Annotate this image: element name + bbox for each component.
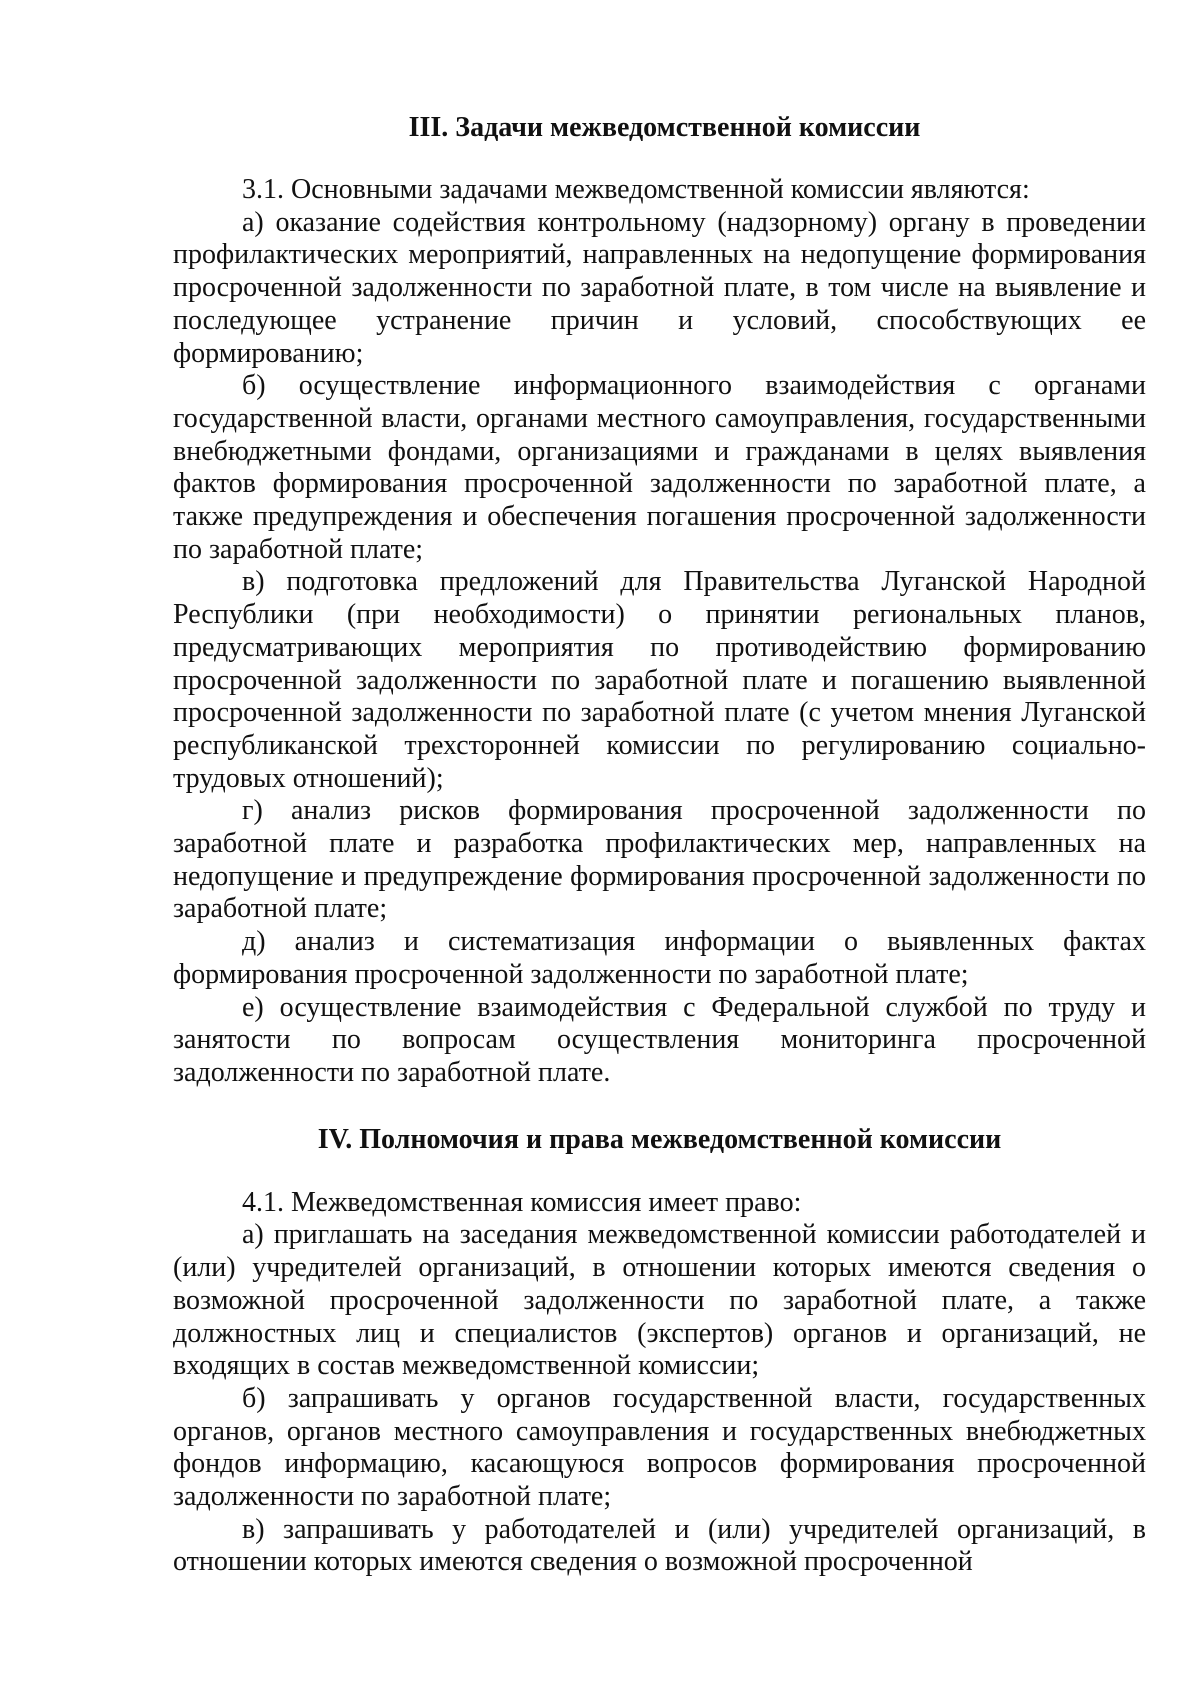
document-page [173, 104, 1146, 1579]
section-3-lead: 3.1. Основными задачами межведомственной комиссии являются: [242, 174, 1030, 205]
section-3-item-d: д) анализ и систематизация информации о выявленных фактах формирования просроченной задолженности по заработной плате; [173, 926, 1146, 990]
section-3-heading: III. Задачи межведомственной комиссии [408, 112, 921, 143]
section-3-item-a: а) оказание содействия контрольному (надзорному) органу в проведении профилактических мероприятий, направленных на недопущение формирования просроченной задолженности по заработной плате, в том числе на выявление и последующее устранение причин и условий, способствующих ее формированию; [173, 206, 1146, 369]
section-4-lead: 4.1. Межведомственная комиссия имеет право: [242, 1186, 802, 1218]
section-4-item-v: в) запрашивать у работодателей и (или) учредителей организаций, в отношении которых имеются сведения о возможной просроченной [173, 1513, 1146, 1578]
section-4-item-b: б) запрашивать у органов государственной власти, государственных органов, органов местного самоуправления и государственных внебюджетных фондов информацию, касающуюся вопросов формирования просроченной задолженности по заработной плате; [173, 1382, 1146, 1513]
section-3-item-v: в) подготовка предложений для Правительства Луганской Народной Республики (при необходимости) о принятии региональных планов, предусматривающих мероприятия по противодействию формированию просроченной задолженности по заработной плате и погашению выявленной просроченной задолженности по заработной плате (с учетом мнения Луганской республиканской трехсторонней комиссии по регулированию социально-трудовых отношений); [173, 566, 1146, 794]
section-3-item-e: е) осуществление взаимодействия с Федеральной службой по труду и занятости по вопросам осуществления мониторинга просроченной задолженности по заработной плате. [173, 991, 1146, 1088]
section-4-item-a: а) приглашать на заседания межведомственной комиссии работодателей и (или) учредителей организаций, в отношении которых имеются сведения о возможной просроченной задолженности по заработной плате, а также должностных лиц и специалистов (экспертов) органов и организаций, не входящих в состав межведомственной комиссии; [173, 1219, 1146, 1382]
section-3-item-g: г) анализ рисков формирования просроченной задолженности по заработной плате и разработка профилактических мер, направленных на недопущение и предупреждение формирования просроченной задолженности по заработной плате; [173, 795, 1146, 925]
section-3-item-b: б) осуществление информационного взаимодействия с органами государственной власти, органами местного самоуправления, государственными внебюджетными фондами, организациями и гражданами в целях выявления фактов формирования просроченной задолженности по заработной плате, а также предупреждения и обеспечения погашения просроченной задолженности по заработной плате; [173, 370, 1146, 565]
section-4-heading: IV. Полномочия и права межведомственной комиссии [317, 1123, 1002, 1155]
